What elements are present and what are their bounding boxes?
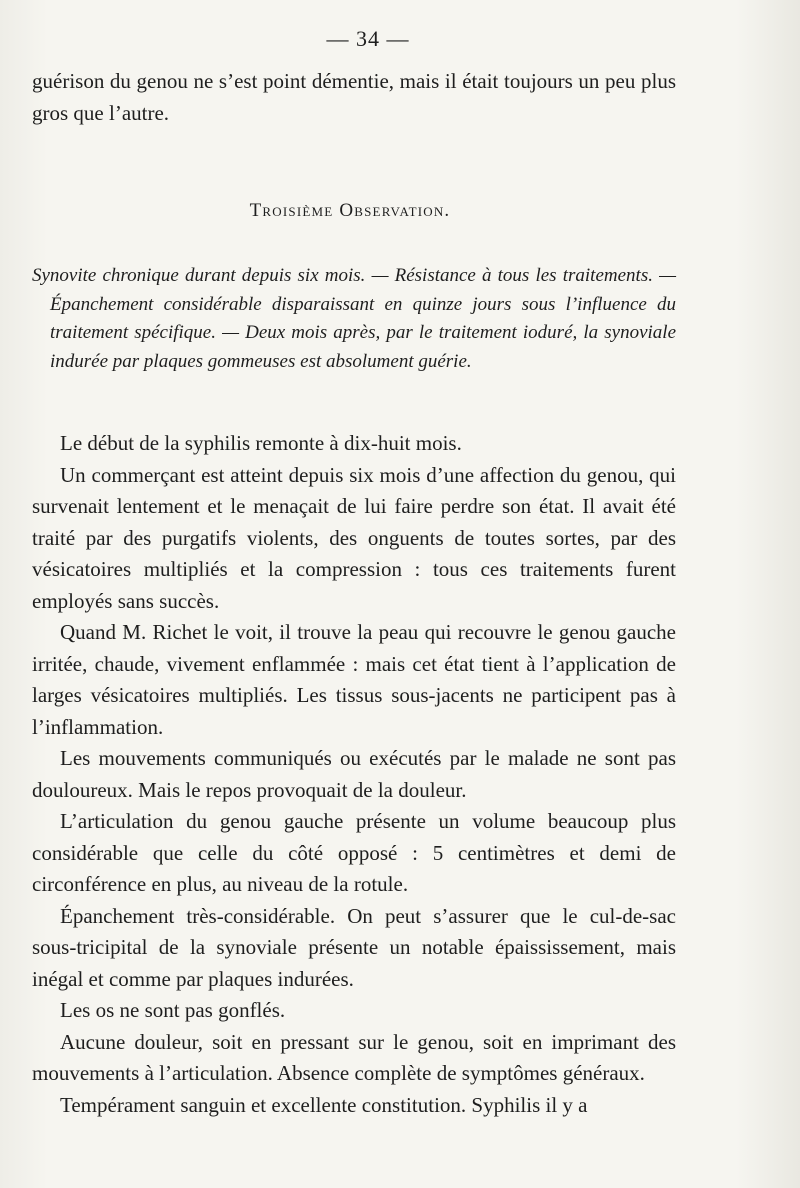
paragraph: L’articulation du genou gauche présente un volume beaucoup plus considérable que celle du côté opposé : 5 centimètres et demi de circonférence en plus, au niveau de la rotule. bbox=[32, 809, 676, 896]
paragraph: Un commerçant est atteint depuis six mois d’une affection du genou, qui survenait lentement et le menaçait de lui faire perdre son état. Il avait été traité par des purgatifs violents, des onguents de toutes sortes, par des vésicatoires multipliés et la compression : tous ces traitements furent employés sans succès. bbox=[32, 462, 676, 613]
paragraph: Quand M. Richet le voit, il trouve la peau qui recouvre le genou gauche irritée, chaude, vivement enflammée : mais cet état tient à l’application de larges vésicatoires multipliés. Les tissus sous-jacents ne participent pas à l’inflammation. bbox=[32, 620, 676, 739]
paragraph: Les mouvements communiqués ou exécutés par le malade ne sont pas douloureux. Mais le repos provoquait de la douleur. bbox=[32, 746, 676, 802]
section-title: Troisième Observation. bbox=[249, 200, 451, 221]
paragraph: Le début de la syphilis remonte à dix-huit mois. bbox=[60, 431, 462, 455]
intro-text: guérison du genou ne s’est point démentie, mais il était toujours un peu plus gros que l’autre. bbox=[32, 69, 676, 125]
paragraph: Tempérament sanguin et excellente constitution. Syphilis il y a bbox=[60, 1092, 588, 1117]
observation-body bbox=[32, 428, 676, 1121]
paragraph: Les os ne sont pas gonflés. bbox=[60, 998, 286, 1022]
intro-paragraph bbox=[32, 66, 676, 129]
page-number: — 34 — bbox=[326, 26, 410, 51]
observation-summary: Synovite chronique durant depuis six mois. — Résistance à tous les traitements. — Épanchement considérable disparaissant en quinze jours sous l’influence du traitement spécifique. — Deux mois après, par le traitement ioduré, la synoviale indurée par plaques gommeuses est absolument guérie. bbox=[32, 265, 676, 372]
paragraph: Épanchement très-considérable. On peut s’assurer que le cul-de-sac sous-tricipital de la synoviale présente un notable épaississement, mais inégal et comme par plaques indurées. bbox=[32, 903, 676, 991]
paragraph: Aucune douleur, soit en pressant sur le genou, soit en imprimant des mouvements à l’articulation. Absence complète de symptômes généraux. bbox=[32, 1029, 676, 1085]
